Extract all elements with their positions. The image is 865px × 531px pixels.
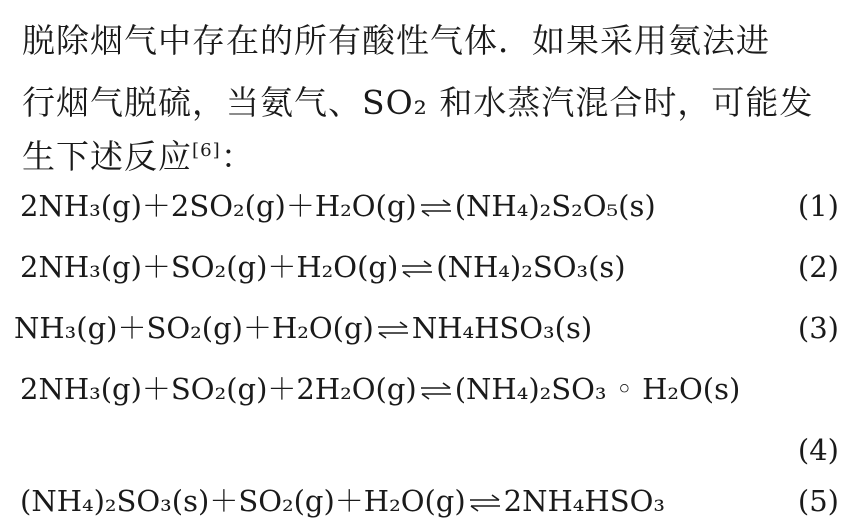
equation-2-lhs: 2NH₃(g)＋SO₂(g)＋H₂O(g) xyxy=(20,250,399,284)
equation-5-rhs: 2NH₄HSO₃ xyxy=(503,484,665,518)
equation-2 xyxy=(20,250,626,284)
equation-4-lhs: 2NH₃(g)＋SO₂(g)＋2H₂O(g) xyxy=(20,372,417,406)
equation-5-lhs: (NH₄)₂SO₃(s)＋SO₂(g)＋H₂O(g) xyxy=(20,484,466,518)
paragraph-line-1: 脱除烟气中存在的所有酸性气体．如果采用氨法进 xyxy=(22,21,770,60)
paragraph-line-3 xyxy=(22,137,255,176)
reversible-arrow-icon xyxy=(419,198,453,218)
paragraph-line-2: 行烟气脱硫，当氨气、SO₂ 和水蒸汽混合时，可能发 xyxy=(22,83,814,122)
equation-1 xyxy=(20,189,656,223)
reversible-arrow-icon xyxy=(419,381,453,401)
equation-1-rhs: (NH₄)₂S₂O₅(s) xyxy=(454,189,656,223)
equation-4-number: (4) xyxy=(797,433,839,467)
equation-5-number: (5) xyxy=(797,484,839,518)
reversible-arrow-icon xyxy=(468,493,502,513)
equation-5 xyxy=(20,484,665,518)
paragraph-line-3-colon: ： xyxy=(220,137,255,176)
equation-4 xyxy=(20,372,741,406)
equation-3-lhs: NH₃(g)＋SO₂(g)＋H₂O(g) xyxy=(14,311,374,345)
reversible-arrow-icon xyxy=(376,320,410,340)
citation-ref: [6] xyxy=(192,140,221,161)
equation-1-number: (1) xyxy=(797,189,839,223)
equation-3-rhs: NH₄HSO₃(s) xyxy=(411,311,593,345)
paragraph-line-3-text: 生下述反应 xyxy=(22,137,192,176)
equation-2-rhs: (NH₄)₂SO₃(s) xyxy=(436,250,626,284)
equation-3-number: (3) xyxy=(797,311,839,345)
equation-4-rhs: (NH₄)₂SO₃ ◦ H₂O(s) xyxy=(454,372,741,406)
equation-2-number: (2) xyxy=(797,250,839,284)
equation-1-lhs: 2NH₃(g)＋2SO₂(g)＋H₂O(g) xyxy=(20,189,417,223)
reversible-arrow-icon xyxy=(400,259,434,279)
equation-3 xyxy=(14,311,593,345)
